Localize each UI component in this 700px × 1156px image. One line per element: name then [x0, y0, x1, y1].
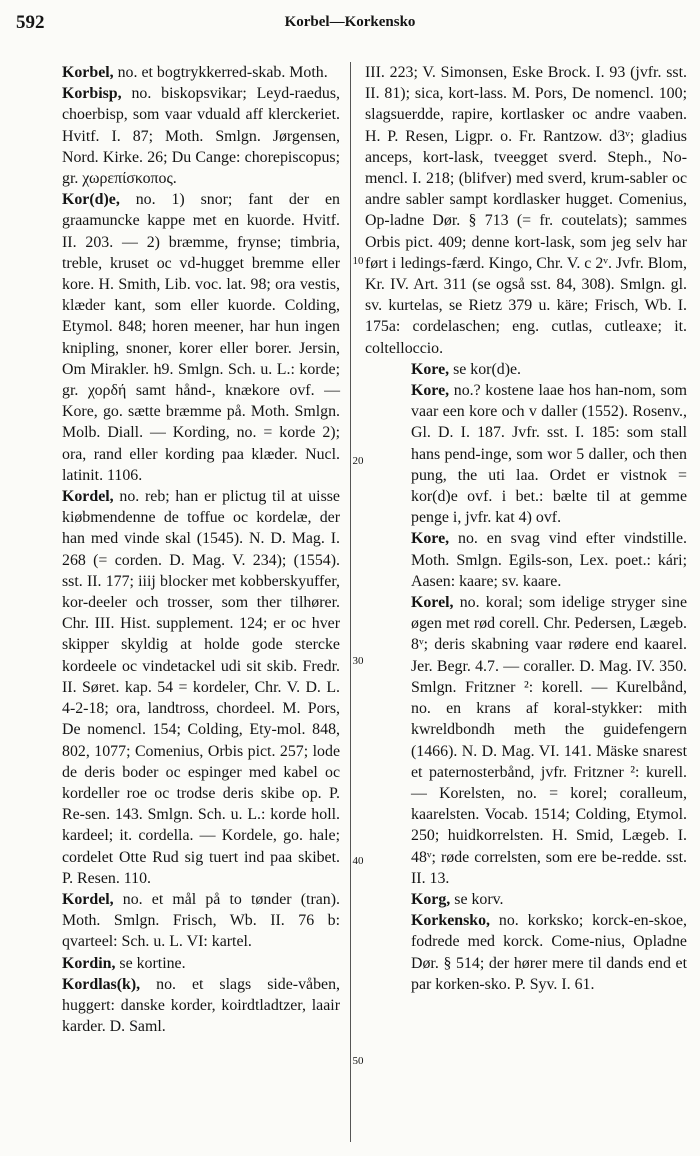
entry-text: no. et mål på to tønder (tran). Moth. Smlgn. Frisch, Wb. II. 76 b: qvarteel: Sch. u. L. VI: kartel. — [62, 890, 340, 951]
entry-text: se korv. — [450, 890, 504, 908]
headword: Kore, — [411, 530, 450, 548]
headword: Korkensko, — [411, 912, 491, 930]
entry — [365, 359, 687, 380]
entry-text: no.? kostene laae hos han-nom, som vaar een kore och v daller (1552). Rosenv., Gl. D. I. 187. Jvfr. sst. I. 185: som stall hans pend-inge, som wor 5 daller, och then pung, the uti laa. Ordet er vistnok = kor(d)e ovf. i bet.: bælte til at gemme penge i, jvfr. kat 4) ovf. — [411, 382, 687, 527]
headword: Kordel, — [62, 890, 114, 908]
entry-text: no. koral; som idelige stryger sine øgen met rød corell. Chr. Pedersen, Lægeb. 8ᵛ; deris skabning vaar rødere end kaarel. Jer. Begr. 4.7. — coraller. D. Mag. IV. 350. Smlgn. Fritzner ²: korell. — Kurelbånd, no. en krans af koral-stykker: mith kwreldbondh meth the guidefengern (1466). N. D. Mag. VI. 141. Mäske snarest et paternosterbånd, jvfr. Fritzner ²: kurell. — Korelsten, no. = korel; coralleum, kaarelsten. Vocab. 1514; Colding, Etymol. 250; huidkorrelsten. H. Smid, Lægeb. I. 48ᵛ; røde correlsten, som ere be-redde. sst. II. 13. — [411, 594, 687, 887]
running-title: Korbel—Korkensko — [284, 14, 416, 30]
entry — [16, 83, 340, 189]
entry — [16, 486, 340, 889]
entry — [16, 889, 340, 953]
headword: Kor(d)e, — [62, 191, 120, 209]
entry-text: no. biskopsvikar; Leyd-raedus, choerbisp, som vaar vduald aff klerckeriet. Hvitf. I. 87; Moth. Smlgn. Jørgensen, Nord. Kirke. 26; Du Cange: chorepiscopus; gr. χωρεπίσκοπος. — [62, 85, 340, 188]
entry — [365, 592, 687, 889]
entry — [16, 189, 340, 486]
headword: Korbisp, — [62, 85, 122, 103]
left-column — [16, 62, 340, 1037]
line-number-10: 10 — [352, 255, 364, 267]
entry-text: se kor(d)e. — [449, 360, 522, 378]
line-number-40: 40 — [352, 855, 364, 867]
column-divider — [350, 62, 351, 1142]
headword: Kore, — [411, 360, 450, 378]
entry-text: III. 223; V. Simonsen, Eske Brock. I. 93 (jvfr. sst. II. 81); sica, kort-lass. M. Pors, De nomencl. 100; slagsuerdde, rapire, kortlasker oc andre vaaben. H. P. Resen, Ligpr. o. Fr. Rantzow. d3ᵛ; gladius anceps, kort-lask, tveegget sverd. Steph., No-mencl. I. 218; (blifver) med sverd, krum-sabler oc andre sabler sampt kordlasker hugget. Comenius, Op-ladne Dør. § 713 (= fr. coutelats); sammes Orbis pict. 409; denne kort-lask, som jeg selv har ført i ledings-færd. Kingo, Chr. V. c 2ᵛ. Jvfr. Blom, Kr. IV. Art. 311 (se også sst. 84, 308). Smlgn. gl. sv. kurtelas, se Rietz 379 u. käre; Frisch, Wb. I. 175a: cordelaschen; eng. cutlas, cutleaxe; it. coltelloccio. — [365, 64, 687, 357]
entry-text: no. et bogtrykkerred-skab. Moth. — [113, 64, 328, 81]
headword: Korel, — [411, 594, 454, 612]
headword: Korbel, — [62, 64, 114, 81]
entry — [16, 62, 340, 83]
entry — [16, 974, 340, 1038]
headword: Kordin, — [62, 954, 116, 972]
entry-continuation — [365, 62, 687, 359]
entry — [16, 953, 340, 974]
entry — [365, 910, 687, 995]
line-number-20: 20 — [352, 455, 364, 467]
entry — [365, 889, 687, 910]
headword: Kordlas(k), — [62, 975, 141, 993]
entry-text: no. en svag vind efter vindstille. Moth. Smlgn. Egils-son, Lex. poet.: kári; Aasen: kaare; sv. kaare. — [411, 530, 687, 590]
entry-text: no. reb; han er plictug til at uisse kiøbmendenne de toffue oc kordelæ, der han med vinde skal (1545). N. D. Mag. I. 268 (= corden. D. Mag. V. 234); (1554). sst. II. 177; iiij blocker met kobberskyuffer, kor-deeler och trosser, som ther tilhører. Chr. III. Hist. supplement. 124; er oc hver skipper skyldig at holde gode stercke kordeele oc vindetackel udi sit skib. Fredr. II. Søret. kap. 54 = kordeler, Chr. V. D. L. 4-2-18; ora, landtross, chordeel. M. Pors, De nomencl. 154; Colding, Ety-mol. 848, 802, 1077; Comenius, Orbis pict. 257; lode de deris boder oc espinger med kabel oc kordeller roe oc trodse deris skibe op. P. Re-sen. 143. Smlgn. Sch. u. L.: korde holl. kardeel; it. cordella. — Kordele, go. hale; cordelet Otte Rud sig tuert ind paa skibet. P. Resen. 110. — [62, 488, 340, 887]
entry — [365, 528, 687, 592]
entry-text: se kortine. — [115, 954, 186, 972]
headword: Korg, — [411, 890, 451, 908]
headword: Kordel, — [62, 488, 114, 506]
entry-text: no. et slags side-våben, huggert: danske korder, koirdtladtzer, laair karder. D. Saml. — [62, 975, 340, 1036]
line-number-50: 50 — [352, 1055, 364, 1067]
entry-text: no. 1) snor; fant der en graamuncke kappe met en kuorde. Hvitf. II. 203. — 2) bræmme, frynse; timbria, treble, kruset oc vd-hugget bremme eller kore. H. Smith, Lib. voc. lat. 98; ora vestis, klæder kant, som eller kuorde. Colding, Etymol. 848; horen meener, har hun ingen knipling, snoner, korer eller borer. Jersin, Om Mirakler. h9. Smlgn. Sch. u. L.: korde; gr. χορδή samt hånd-, knækore ovf. — Kore, go. sætte bræmme på. Moth. Smlgn. Molb. Diall. — Kording, no. = korde 2); ora, rand eller kording paa klæder. Nucl. latinit. 1106. — [62, 191, 340, 484]
line-number-30: 30 — [352, 655, 364, 667]
page-header — [16, 12, 684, 38]
page-number: 592 — [16, 12, 45, 33]
headword: Kore, — [411, 382, 450, 400]
entry — [365, 380, 687, 528]
entry-text: no. korksko; korck-en-skoe, fodrede med korck. Come-nius, Opladne Dør. § 514; der hører mere til dands end et par korken-sko. P. Syv. I. 61. — [411, 912, 687, 993]
right-column — [365, 62, 687, 995]
